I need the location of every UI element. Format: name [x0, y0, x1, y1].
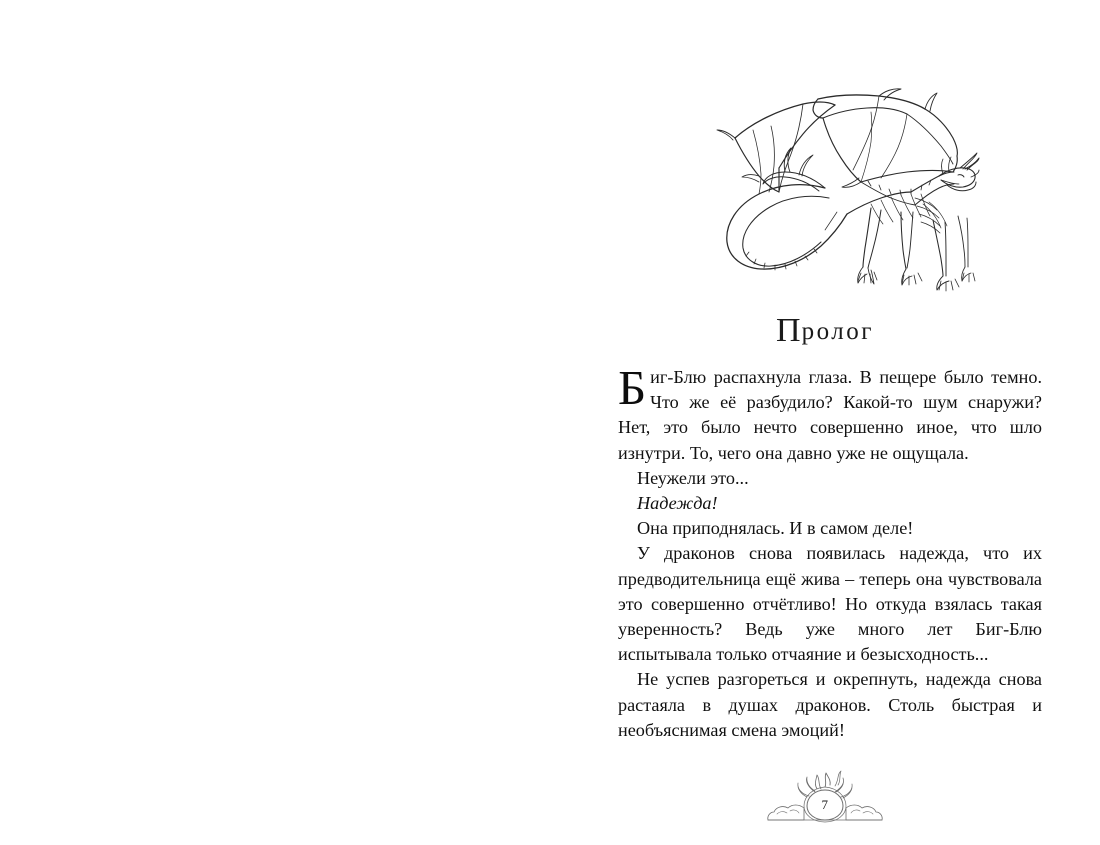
- body-text-column: [618, 360, 1042, 743]
- chapter-heading-rest: ролог: [801, 318, 874, 345]
- paragraph-text: иг-Блю распахнула глаза. В пещере было темно. Что же её разбудило? Какой-то шум снаружи? Нет, это было нечто совершенно иное, что шло изнутри. То, чего она давно уже не ощущала.: [618, 367, 1042, 463]
- ornament-wrap: [763, 768, 887, 834]
- chapter-heading: [550, 312, 1100, 349]
- paragraph-4: Она приподнялась. И в самом деле!: [637, 518, 914, 539]
- paragraph-5: У драконов снова появилась надежда, что их предводительница ещё жива – теперь она чувствовала это совершенно отчётливо! Но откуда взялась такая уверенность? Ведь уже много лет Биг-Блю испытывала только отчаяние и безысходность...: [618, 543, 1042, 665]
- chapter-heading-initial: П: [776, 312, 802, 349]
- paragraph-opening: [618, 360, 1042, 466]
- dragon-line-art-illustration: [675, 82, 980, 292]
- drop-cap-letter: Б: [618, 360, 647, 415]
- page-number: 7: [821, 797, 829, 812]
- paragraph-2: Неужели это...: [637, 467, 749, 488]
- paragraph-6: Не успев разгореться и окрепнуть, надежда снова растаяла в душах драконов. Столь быстрая и необъяснимая смена эмоций!: [618, 669, 1042, 740]
- page-number-ornament: [550, 768, 1100, 834]
- recto-page: [550, 0, 1100, 845]
- paragraph-3-emphasis: Надежда!: [637, 493, 718, 514]
